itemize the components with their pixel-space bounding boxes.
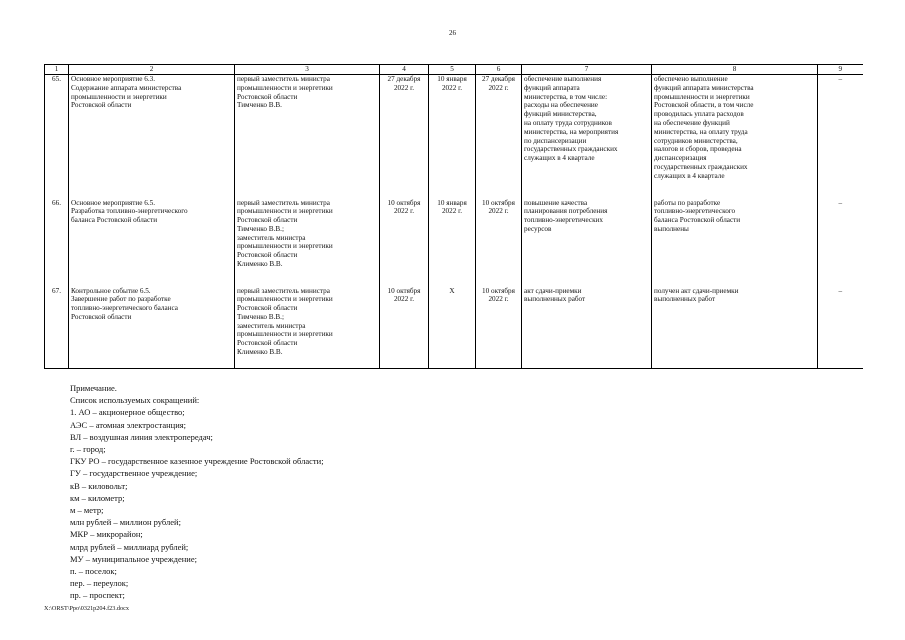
table-header-row <box>45 65 863 75</box>
row-number: 67. <box>45 287 69 369</box>
plan-date: 10 октября 2022 г. <box>380 199 429 287</box>
header-col-3: 3 <box>235 65 380 75</box>
table-row <box>45 199 863 287</box>
abbreviation-item: кВ – киловольт; <box>70 480 128 491</box>
expected-result: повышение качества планирования потребления топливно-энергетических ресурсов <box>522 199 652 287</box>
end-date: 27 декабря 2022 г. <box>476 75 522 199</box>
row-number: 66. <box>45 199 69 287</box>
abbreviation-item: млн рублей – миллион рублей; <box>70 517 181 528</box>
table-row <box>45 75 863 199</box>
plan-date: 10 октября 2022 г. <box>380 287 429 369</box>
start-date: 10 января 2022 г. <box>429 199 476 287</box>
abbreviation-item: МКР – микрорайон; <box>70 529 143 540</box>
header-col-9: 9 <box>818 65 863 75</box>
header-col-5: 5 <box>429 65 476 75</box>
header-col-2: 2 <box>69 65 235 75</box>
header-col-4: 4 <box>380 65 429 75</box>
header-col-6: 6 <box>476 65 522 75</box>
row-number: 65. <box>45 75 69 199</box>
expected-result: обеспечение выполнения функций аппарата министерства, в том числе: расходы на обеспечение функций министерства, на оплату труда сотрудников министерства, на мероприятия по диспансеризации государственных гражданских служащих в 4 квартале <box>522 75 652 199</box>
responsible-person: первый заместитель министра промышленности и энергетики Ростовской области Тимченко В.В. <box>235 75 380 199</box>
event-name: Основное мероприятие 6.5. Разработка топливно-энергетического баланса Ростовской области <box>69 199 235 287</box>
plan-date: 27 декабря 2022 г. <box>380 75 429 199</box>
end-date: 10 октября 2022 г. <box>476 287 522 369</box>
responsible-person: первый заместитель министра промышленности и энергетики Ростовской области Тимченко В.В.; заместитель министра промышленности и энергетики Ростовской области Клименко В.В. <box>235 199 380 287</box>
event-name: Контрольное событие 6.5. Завершение работ по разработке топливно-энергетического баланса Ростовской области <box>69 287 235 369</box>
actual-result: получен акт сдачи-приемки выполненных работ <box>652 287 818 369</box>
events-table <box>44 64 863 369</box>
abbreviation-item: АЭС – атомная электростанция; <box>70 419 187 430</box>
abbreviation-item: ГКУ РО – государственное казенное учреждение Ростовской области; <box>70 456 324 467</box>
start-date: Х <box>429 287 476 369</box>
abbreviation-item: млрд рублей – миллиард рублей; <box>70 541 189 552</box>
actual-result: работы по разработке топливно-энергетического баланса Ростовской области выполнены <box>652 199 818 287</box>
abbreviation-item: п. – поселок; <box>70 566 117 577</box>
col9-value: – <box>818 199 863 287</box>
abbreviation-item: км – километр; <box>70 492 125 503</box>
header-col-7: 7 <box>522 65 652 75</box>
responsible-person: первый заместитель министра промышленности и энергетики Ростовской области Тимченко В.В.; заместитель министра промышленности и энергетики Ростовской области Клименко В.В. <box>235 287 380 369</box>
expected-result: акт сдачи-приемки выполненных работ <box>522 287 652 369</box>
abbreviation-item: 1. АО – акционерное общество; <box>70 407 185 418</box>
abbreviation-item: г. – город; <box>70 444 106 455</box>
page-number: 26 <box>449 29 456 37</box>
abbreviations-note <box>70 382 590 602</box>
note-title: Примечание. <box>70 383 117 393</box>
abbreviation-item: МУ – муниципальное учреждение; <box>70 553 197 564</box>
event-name: Основное мероприятие 6.3. Содержание аппарата министерства промышленности и энергетики Ростовской области <box>69 75 235 199</box>
abbreviation-item: м – метр; <box>70 505 104 516</box>
actual-result: обеспечено выполнение функций аппарата министерства промышленности и энергетики Ростовской области, в том числе проводилась уплата расходов на обеспечение функций министерства, на оплату труда сотрудников министерства, налогов и сборов, проведена диспансеризация государственных гражданских служащих в 4 квартале <box>652 75 818 199</box>
start-date: 10 января 2022 г. <box>429 75 476 199</box>
end-date: 10 октября 2022 г. <box>476 199 522 287</box>
file-path-footer: X:\ORST\Ppo\0321p204.f23.docx <box>44 605 129 612</box>
note-subtitle: Список используемых сокращений: <box>70 395 200 406</box>
abbreviation-item: пер. – переулок; <box>70 578 129 589</box>
abbreviation-item: ГУ – государственное учреждение; <box>70 468 198 479</box>
col9-value: – <box>818 75 863 199</box>
header-col-1: 1 <box>45 65 69 75</box>
col9-value: – <box>818 287 863 369</box>
abbreviation-item: пр. – проспект; <box>70 590 125 601</box>
abbreviation-item: ВЛ – воздушная линия электропередач; <box>70 431 213 442</box>
table-row <box>45 287 863 369</box>
header-col-8: 8 <box>652 65 818 75</box>
